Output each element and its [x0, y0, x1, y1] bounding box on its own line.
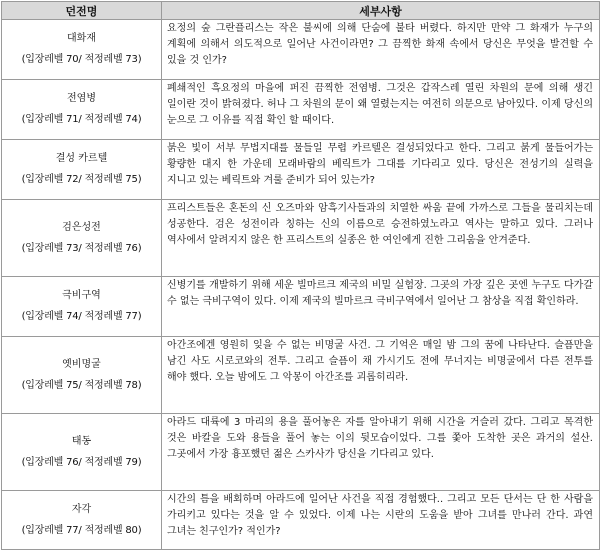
table-row	[2, 140, 600, 200]
header-dungeon-name: 던전명	[2, 2, 162, 20]
dungeon-level: (입장레벨 77/ 적정레벨 80)	[21, 524, 142, 536]
dungeon-level: (입장레벨 74/ 적정레벨 77)	[21, 311, 142, 322]
dungeon-table	[1, 1, 600, 550]
table-row	[2, 414, 600, 491]
dungeon-name-cell	[2, 414, 162, 491]
dungeon-name-cell	[2, 80, 162, 140]
dungeon-description: 붉은 빛이 서부 무법지대를 물들일 무렵 카르텔은 결성되었다고 한다. 그리고 붉게 물들어가는 황량한 대지 한 가운데 모래바람의 베릭트가 그대를 기다리고 있다. 당신은 전성기의 실력을 지니고 있는 베릭트와 겨룰 준비가 되어 있는가?	[162, 140, 600, 200]
dungeon-name-cell	[2, 277, 162, 337]
dungeon-level: (입장레벨 76/ 적정레벨 79)	[21, 456, 142, 468]
dungeon-level: (입장레벨 72/ 적정레벨 75)	[21, 174, 142, 185]
dungeon-name: 검은성전	[62, 221, 101, 233]
dungeon-name-cell	[2, 140, 162, 200]
dungeon-level: (입장레벨 75/ 적정레벨 78)	[21, 379, 142, 391]
dungeon-description: 시간의 틈을 배회하며 아라드에 일어난 사건을 직접 경험했다.. 그리고 모든 단서는 단 한 사람을 가리키고 있다는 것을 알 수 있었다. 이제 나는 시란의 도움을 받아 그녀를 만나러 간다. 과연 그녀는 친구인가? 적인가?	[162, 491, 600, 550]
dungeon-name: 극비구역	[62, 290, 101, 301]
dungeon-description: 신병기를 개발하기 위해 세운 빌마르크 제국의 비밀 실험장. 그곳의 가장 깊은 곳엔 누구도 다가갈 수 없는 극비구역이 있다. 이제 제국의 빌마르크 극비구역에서 일어난 그 참상을 직접 확인하라.	[162, 277, 600, 337]
table-row	[2, 337, 600, 414]
dungeon-name: 자각	[71, 503, 92, 515]
header-details: 세부사항	[162, 2, 600, 20]
dungeon-description: 아간조에겐 영원히 잊을 수 없는 비명굴 사건. 그 기억은 매일 밤 그의 꿈에 나타난다. 슬픔만을 남긴 사도 시로코와의 전투. 그리고 슬픔이 채 가시기도 전에 무너지는 비명굴에서 다른 전투를 해야 했다. 오늘 밤에도 그 악몽이 아간조를 괴롭히리라.	[162, 337, 600, 414]
table-row	[2, 20, 600, 80]
dungeon-name-cell	[2, 491, 162, 550]
dungeon-level: (입장레벨 73/ 적정레벨 76)	[21, 242, 142, 254]
table-row	[2, 277, 600, 337]
dungeon-level: (입장레벨 71/ 적정레벨 74)	[21, 114, 142, 125]
dungeon-name: 태동	[71, 435, 92, 447]
dungeon-level: (입장레벨 70/ 적정레벨 73)	[21, 54, 142, 65]
dungeon-description: 요정의 숲 그란플리스는 작은 불씨에 의해 단숨에 불타 버렸다. 하지만 만약 그 화재가 누구의 계획에 의해서 의도적으로 일어난 사건이라면? 그 끔찍한 화재 속에서 당신은 무엇을 발견할 수 있을 것 인가?	[162, 20, 600, 80]
dungeon-name: 결성 카르텔	[55, 153, 108, 164]
dungeon-name-cell	[2, 337, 162, 414]
table-row	[2, 80, 600, 140]
dungeon-description: 아라드 대륙에 3 마리의 용을 풀어놓은 자를 알아내기 위해 시간을 거슬러 갔다. 그리고 목격한 것은 바칼을 도와 용들을 풀어 놓는 이의 뒷모습이었다. 그를 쫓아 도착한 곳은 과거의 설산. 그곳에서 가장 흉포했던 젊은 스카사가 당신을 기다리고 있다.	[162, 414, 600, 491]
dungeon-name-cell	[2, 20, 162, 80]
table-row	[2, 200, 600, 277]
dungeon-name-cell	[2, 200, 162, 277]
dungeon-name: 대화재	[67, 33, 96, 44]
dungeon-description: 폐쇄적인 흑요정의 마을에 퍼진 끔찍한 전염병. 그것은 갑작스레 열린 차원의 문에 의해 생긴 일이란 것이 밝혀졌다. 허나 그 차원의 문이 왜 열렸는지는 여전히 의문으로 남아있다. 이제 당신의 눈으로 그 이유를 직접 확인 할 때이다.	[162, 80, 600, 140]
dungeon-description: 프리스트들은 혼돈의 신 오즈마와 암흑기사들과의 치열한 싸움 끝에 가까스로 그들을 물리치는데 성공한다. 검은 성전이라 칭하는 신의 이름으로 승전하였노라고 역사는 말하고 있다. 그러나 역사에서 알려지지 않은 한 프리스트의 실종은 한 여인에게 진한 그리움을 안겨준다.	[162, 200, 600, 277]
table-header-row	[2, 2, 600, 20]
dungeon-name: 전염병	[67, 93, 96, 104]
table-row	[2, 491, 600, 550]
dungeon-name: 옛비명굴	[62, 358, 101, 370]
